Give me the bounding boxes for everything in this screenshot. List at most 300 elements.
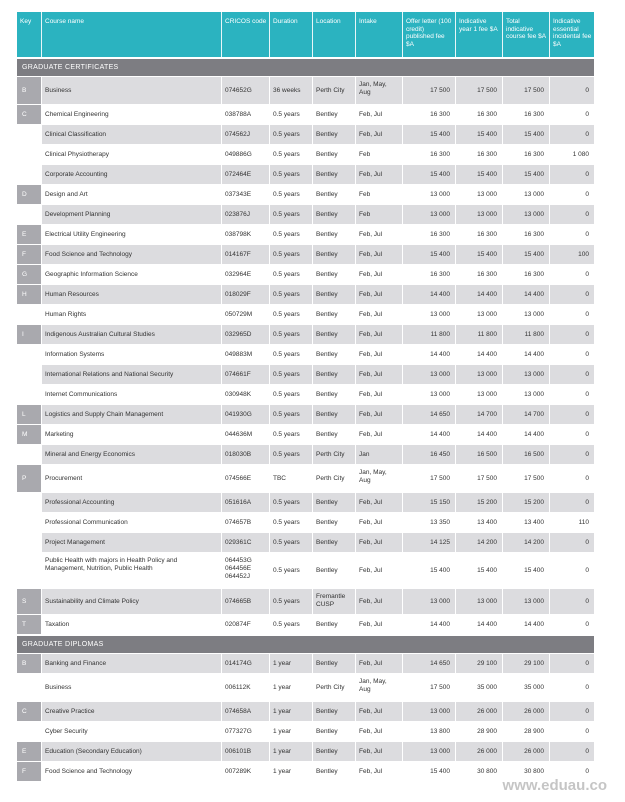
location-cell: Bentley xyxy=(312,615,355,634)
cricos-code-cell: 007289K xyxy=(221,762,269,781)
duration-cell: 0.5 years xyxy=(269,245,312,264)
table-row xyxy=(17,384,594,404)
key-cell xyxy=(17,145,41,164)
duration-cell: 1 year xyxy=(269,702,312,721)
year1-fee-cell: 16 500 xyxy=(455,445,502,464)
cricos-code-cell: 049886G xyxy=(221,145,269,164)
offer-fee-cell: 13 000 xyxy=(402,702,455,721)
cricos-code-cell: 029361C xyxy=(221,533,269,552)
incidental-fee-cell: 0 xyxy=(549,345,594,364)
intake-cell: Feb, Jul xyxy=(355,345,402,364)
key-cell: G xyxy=(17,265,41,284)
course-name-cell: Banking and Finance xyxy=(41,654,221,673)
intake-cell: Feb, Jul xyxy=(355,742,402,761)
cricos-code-cell: 030948K xyxy=(221,385,269,404)
offer-fee-cell: 13 000 xyxy=(402,589,455,614)
duration-cell: TBC xyxy=(269,465,312,492)
year1-fee-cell: 14 200 xyxy=(455,533,502,552)
incidental-fee-cell: 0 xyxy=(549,405,594,424)
year1-fee-cell: 16 300 xyxy=(455,265,502,284)
key-cell xyxy=(17,445,41,464)
intake-cell: Feb, Jul xyxy=(355,405,402,424)
duration-cell: 1 year xyxy=(269,654,312,673)
key-cell xyxy=(17,493,41,512)
location-cell: Bentley xyxy=(312,762,355,781)
offer-fee-cell: 15 400 xyxy=(402,165,455,184)
key-cell xyxy=(17,553,41,588)
intake-cell: Feb, Jul xyxy=(355,225,402,244)
offer-fee-cell: 13 000 xyxy=(402,365,455,384)
offer-fee-cell: 13 000 xyxy=(402,385,455,404)
section-heading: GRADUATE DIPLOMAS xyxy=(17,636,594,653)
key-cell xyxy=(17,513,41,532)
key-cell: T xyxy=(17,615,41,634)
incidental-fee-cell: 0 xyxy=(549,365,594,384)
total-fee-cell: 13 000 xyxy=(502,205,549,224)
cricos-code-cell: 074562J xyxy=(221,125,269,144)
location-cell: Bentley xyxy=(312,165,355,184)
cricos-code-cell: 074665B xyxy=(221,589,269,614)
total-fee-cell: 16 300 xyxy=(502,225,549,244)
incidental-fee-cell: 0 xyxy=(549,654,594,673)
cricos-code-cell: 038788A xyxy=(221,105,269,124)
total-fee-cell: 16 300 xyxy=(502,105,549,124)
year1-fee-cell: 15 400 xyxy=(455,245,502,264)
year1-fee-cell: 13 000 xyxy=(455,185,502,204)
table-row xyxy=(17,721,594,741)
location-cell: Bentley xyxy=(312,265,355,284)
offer-fee-cell: 14 125 xyxy=(402,533,455,552)
cricos-code-cell: 074658A xyxy=(221,702,269,721)
year1-fee-cell: 13 000 xyxy=(455,365,502,384)
intake-cell: Feb, Jul xyxy=(355,245,402,264)
key-cell: S xyxy=(17,589,41,614)
duration-cell: 0.5 years xyxy=(269,553,312,588)
table-row xyxy=(17,404,594,424)
offer-fee-cell: 13 000 xyxy=(402,185,455,204)
key-cell: F xyxy=(17,245,41,264)
cricos-code-cell: 032964E xyxy=(221,265,269,284)
year1-fee-cell: 29 100 xyxy=(455,654,502,673)
year1-fee-cell: 28 900 xyxy=(455,722,502,741)
location-cell: Bentley xyxy=(312,345,355,364)
course-name-cell: Taxation xyxy=(41,615,221,634)
location-cell: Bentley xyxy=(312,285,355,304)
location-cell: Perth City xyxy=(312,674,355,701)
year1-fee-cell: 16 300 xyxy=(455,105,502,124)
table-row xyxy=(17,76,594,104)
cricos-code-cell: 014174G xyxy=(221,654,269,673)
table-row xyxy=(17,164,594,184)
incidental-fee-cell: 0 xyxy=(549,553,594,588)
year1-fee-cell: 17 500 xyxy=(455,77,502,104)
location-cell: Bentley xyxy=(312,225,355,244)
intake-cell: Feb, Jul xyxy=(355,385,402,404)
incidental-fee-cell: 100 xyxy=(549,245,594,264)
total-fee-cell: 16 500 xyxy=(502,445,549,464)
key-cell: C xyxy=(17,105,41,124)
cricos-code-cell: 006101B xyxy=(221,742,269,761)
intake-cell: Feb, Jul xyxy=(355,493,402,512)
incidental-fee-cell: 0 xyxy=(549,465,594,492)
intake-cell: Feb, Jul xyxy=(355,125,402,144)
course-name-cell: Project Management xyxy=(41,533,221,552)
course-name-cell: Geographic Information Science xyxy=(41,265,221,284)
total-fee-cell: 13 000 xyxy=(502,589,549,614)
duration-cell: 1 year xyxy=(269,742,312,761)
location-cell: Bentley xyxy=(312,145,355,164)
incidental-fee-cell: 0 xyxy=(549,165,594,184)
total-fee-cell: 26 000 xyxy=(502,742,549,761)
table-row xyxy=(17,492,594,512)
intake-cell: Feb, Jul xyxy=(355,762,402,781)
course-name-cell: Human Rights xyxy=(41,305,221,324)
location-cell: Bentley xyxy=(312,425,355,444)
cricos-code-cell: 074652G xyxy=(221,77,269,104)
offer-fee-cell: 14 400 xyxy=(402,425,455,444)
header-cell: Total indicative course fee $A xyxy=(502,12,549,57)
key-cell xyxy=(17,205,41,224)
location-cell: Bentley xyxy=(312,702,355,721)
intake-cell: Feb xyxy=(355,205,402,224)
total-fee-cell: 15 400 xyxy=(502,125,549,144)
course-name-cell: Design and Art xyxy=(41,185,221,204)
duration-cell: 0.5 years xyxy=(269,205,312,224)
duration-cell: 0.5 years xyxy=(269,385,312,404)
cricos-code-cell: 074657B xyxy=(221,513,269,532)
location-cell: Bentley xyxy=(312,405,355,424)
incidental-fee-cell: 0 xyxy=(549,205,594,224)
intake-cell: Feb, Jul xyxy=(355,365,402,384)
duration-cell: 1 year xyxy=(269,722,312,741)
incidental-fee-cell: 0 xyxy=(549,225,594,244)
location-cell: Bentley xyxy=(312,722,355,741)
year1-fee-cell: 14 400 xyxy=(455,345,502,364)
duration-cell: 0.5 years xyxy=(269,445,312,464)
location-cell: Perth City xyxy=(312,445,355,464)
location-cell: Fremantle CUSP xyxy=(312,589,355,614)
offer-fee-cell: 16 450 xyxy=(402,445,455,464)
key-cell: C xyxy=(17,702,41,721)
header-cell: Offer letter (100 credit) published fee $A xyxy=(402,12,455,57)
table-row xyxy=(17,344,594,364)
key-cell: L xyxy=(17,405,41,424)
total-fee-cell: 28 900 xyxy=(502,722,549,741)
intake-cell: Feb xyxy=(355,145,402,164)
location-cell: Bentley xyxy=(312,742,355,761)
location-cell: Bentley xyxy=(312,185,355,204)
cricos-code-cell: 049883M xyxy=(221,345,269,364)
course-name-cell: Public Health with majors in Health Policy and Management, Nutrition, Public Health xyxy=(41,553,221,588)
year1-fee-cell: 16 300 xyxy=(455,225,502,244)
intake-cell: Feb, Jul xyxy=(355,513,402,532)
intake-cell: Feb, Jul xyxy=(355,305,402,324)
intake-cell: Feb, Jul xyxy=(355,105,402,124)
total-fee-cell: 14 400 xyxy=(502,285,549,304)
total-fee-cell: 13 400 xyxy=(502,513,549,532)
offer-fee-cell: 13 000 xyxy=(402,305,455,324)
location-cell: Bentley xyxy=(312,325,355,344)
offer-fee-cell: 13 800 xyxy=(402,722,455,741)
table-row xyxy=(17,244,594,264)
cricos-code-cell: 064453G 064456E 064452J xyxy=(221,553,269,588)
course-name-cell: Sustainability and Climate Policy xyxy=(41,589,221,614)
table-row xyxy=(17,588,594,614)
intake-cell: Jan, May, Aug xyxy=(355,77,402,104)
intake-cell: Feb, Jul xyxy=(355,654,402,673)
duration-cell: 0.5 years xyxy=(269,165,312,184)
duration-cell: 0.5 years xyxy=(269,285,312,304)
course-name-cell: Marketing xyxy=(41,425,221,444)
table-row xyxy=(17,264,594,284)
table-row xyxy=(17,701,594,721)
location-cell: Bentley xyxy=(312,365,355,384)
cricos-code-cell: 050729M xyxy=(221,305,269,324)
course-name-cell: Internet Communications xyxy=(41,385,221,404)
table-row xyxy=(17,741,594,761)
duration-cell: 1 year xyxy=(269,674,312,701)
offer-fee-cell: 15 400 xyxy=(402,125,455,144)
duration-cell: 0.5 years xyxy=(269,615,312,634)
table-row xyxy=(17,364,594,384)
course-name-cell: Corporate Accounting xyxy=(41,165,221,184)
incidental-fee-cell: 0 xyxy=(549,265,594,284)
cricos-code-cell: 077327G xyxy=(221,722,269,741)
cricos-code-cell: 044636M xyxy=(221,425,269,444)
total-fee-cell: 16 300 xyxy=(502,265,549,284)
table-row xyxy=(17,224,594,244)
location-cell: Bentley xyxy=(312,553,355,588)
header-cell: Indicative year 1 fee $A xyxy=(455,12,502,57)
duration-cell: 0.5 years xyxy=(269,533,312,552)
incidental-fee-cell: 0 xyxy=(549,385,594,404)
intake-cell: Feb xyxy=(355,185,402,204)
total-fee-cell: 16 300 xyxy=(502,145,549,164)
table-row xyxy=(17,184,594,204)
year1-fee-cell: 30 800 xyxy=(455,762,502,781)
location-cell: Bentley xyxy=(312,513,355,532)
cricos-code-cell: 072464E xyxy=(221,165,269,184)
year1-fee-cell: 15 400 xyxy=(455,553,502,588)
offer-fee-cell: 16 300 xyxy=(402,225,455,244)
offer-fee-cell: 13 000 xyxy=(402,205,455,224)
table-row xyxy=(17,464,594,492)
duration-cell: 0.5 years xyxy=(269,425,312,444)
duration-cell: 0.5 years xyxy=(269,325,312,344)
year1-fee-cell: 13 000 xyxy=(455,385,502,404)
table-row xyxy=(17,673,594,701)
total-fee-cell: 30 800 xyxy=(502,762,549,781)
duration-cell: 1 year xyxy=(269,762,312,781)
cricos-code-cell: 074566E xyxy=(221,465,269,492)
table-row xyxy=(17,204,594,224)
offer-fee-cell: 13 000 xyxy=(402,742,455,761)
year1-fee-cell: 15 200 xyxy=(455,493,502,512)
offer-fee-cell: 13 350 xyxy=(402,513,455,532)
course-name-cell: Food Science and Technology xyxy=(41,245,221,264)
offer-fee-cell: 14 650 xyxy=(402,405,455,424)
incidental-fee-cell: 0 xyxy=(549,742,594,761)
offer-fee-cell: 15 400 xyxy=(402,762,455,781)
duration-cell: 0.5 years xyxy=(269,125,312,144)
key-cell: E xyxy=(17,742,41,761)
location-cell: Perth City xyxy=(312,77,355,104)
incidental-fee-cell: 0 xyxy=(549,77,594,104)
course-name-cell: Logistics and Supply Chain Management xyxy=(41,405,221,424)
intake-cell: Feb, Jul xyxy=(355,615,402,634)
course-name-cell: Clinical Classification xyxy=(41,125,221,144)
total-fee-cell: 26 000 xyxy=(502,702,549,721)
offer-fee-cell: 15 400 xyxy=(402,245,455,264)
total-fee-cell: 13 000 xyxy=(502,185,549,204)
incidental-fee-cell: 0 xyxy=(549,702,594,721)
course-name-cell: Information Systems xyxy=(41,345,221,364)
duration-cell: 0.5 years xyxy=(269,105,312,124)
year1-fee-cell: 15 400 xyxy=(455,165,502,184)
cricos-code-cell: 018029F xyxy=(221,285,269,304)
key-cell xyxy=(17,722,41,741)
duration-cell: 0.5 years xyxy=(269,365,312,384)
table-row xyxy=(17,284,594,304)
cricos-code-cell: 023876J xyxy=(221,205,269,224)
cricos-code-cell: 006112K xyxy=(221,674,269,701)
header-cell: Intake xyxy=(355,12,402,57)
cricos-code-cell: 018030B xyxy=(221,445,269,464)
total-fee-cell: 17 500 xyxy=(502,465,549,492)
cricos-code-cell: 037343E xyxy=(221,185,269,204)
location-cell: Bentley xyxy=(312,654,355,673)
duration-cell: 0.5 years xyxy=(269,225,312,244)
intake-cell: Feb, Jul xyxy=(355,533,402,552)
table-row xyxy=(17,653,594,673)
key-cell xyxy=(17,345,41,364)
year1-fee-cell: 14 700 xyxy=(455,405,502,424)
total-fee-cell: 13 000 xyxy=(502,305,549,324)
intake-cell: Feb, Jul xyxy=(355,265,402,284)
incidental-fee-cell: 1 080 xyxy=(549,145,594,164)
table-row xyxy=(17,614,594,634)
year1-fee-cell: 26 000 xyxy=(455,742,502,761)
total-fee-cell: 35 000 xyxy=(502,674,549,701)
table-header xyxy=(17,12,594,57)
table-row xyxy=(17,424,594,444)
duration-cell: 0.5 years xyxy=(269,345,312,364)
year1-fee-cell: 13 000 xyxy=(455,589,502,614)
course-name-cell: Education (Secondary Education) xyxy=(41,742,221,761)
duration-cell: 0.5 years xyxy=(269,185,312,204)
total-fee-cell: 14 400 xyxy=(502,425,549,444)
year1-fee-cell: 26 000 xyxy=(455,702,502,721)
key-cell xyxy=(17,385,41,404)
key-cell: F xyxy=(17,762,41,781)
duration-cell: 0.5 years xyxy=(269,405,312,424)
header-cell: Location xyxy=(312,12,355,57)
duration-cell: 0.5 years xyxy=(269,305,312,324)
incidental-fee-cell: 0 xyxy=(549,589,594,614)
incidental-fee-cell: 0 xyxy=(549,533,594,552)
cricos-code-cell: 041930G xyxy=(221,405,269,424)
total-fee-cell: 11 800 xyxy=(502,325,549,344)
incidental-fee-cell: 0 xyxy=(549,305,594,324)
total-fee-cell: 15 200 xyxy=(502,493,549,512)
intake-cell: Feb, Jul xyxy=(355,425,402,444)
year1-fee-cell: 13 400 xyxy=(455,513,502,532)
incidental-fee-cell: 0 xyxy=(549,125,594,144)
course-name-cell: Professional Accounting xyxy=(41,493,221,512)
course-name-cell: Electrical Utility Engineering xyxy=(41,225,221,244)
key-cell: M xyxy=(17,425,41,444)
key-cell xyxy=(17,125,41,144)
key-cell: H xyxy=(17,285,41,304)
incidental-fee-cell: 0 xyxy=(549,762,594,781)
intake-cell: Feb, Jul xyxy=(355,165,402,184)
header-cell: Course name xyxy=(41,12,221,57)
course-name-cell: Chemical Engineering xyxy=(41,105,221,124)
incidental-fee-cell: 0 xyxy=(549,493,594,512)
course-name-cell: Business xyxy=(41,674,221,701)
incidental-fee-cell: 0 xyxy=(549,722,594,741)
incidental-fee-cell: 110 xyxy=(549,513,594,532)
incidental-fee-cell: 0 xyxy=(549,105,594,124)
intake-cell: Jan xyxy=(355,445,402,464)
year1-fee-cell: 13 000 xyxy=(455,205,502,224)
duration-cell: 0.5 years xyxy=(269,589,312,614)
key-cell: B xyxy=(17,77,41,104)
offer-fee-cell: 17 500 xyxy=(402,674,455,701)
table-row xyxy=(17,444,594,464)
location-cell: Bentley xyxy=(312,205,355,224)
table-row xyxy=(17,124,594,144)
offer-fee-cell: 17 500 xyxy=(402,77,455,104)
course-name-cell: Cyber Security xyxy=(41,722,221,741)
offer-fee-cell: 16 300 xyxy=(402,105,455,124)
header-cell: Duration xyxy=(269,12,312,57)
table-row xyxy=(17,144,594,164)
offer-fee-cell: 14 650 xyxy=(402,654,455,673)
year1-fee-cell: 17 500 xyxy=(455,465,502,492)
incidental-fee-cell: 0 xyxy=(549,615,594,634)
intake-cell: Feb, Jul xyxy=(355,285,402,304)
cricos-code-cell: 020874F xyxy=(221,615,269,634)
offer-fee-cell: 14 400 xyxy=(402,285,455,304)
cricos-code-cell: 032965D xyxy=(221,325,269,344)
total-fee-cell: 14 400 xyxy=(502,615,549,634)
intake-cell: Feb, Jul xyxy=(355,553,402,588)
offer-fee-cell: 15 150 xyxy=(402,493,455,512)
location-cell: Bentley xyxy=(312,125,355,144)
course-name-cell: International Relations and National Security xyxy=(41,365,221,384)
offer-fee-cell: 11 800 xyxy=(402,325,455,344)
location-cell: Bentley xyxy=(312,533,355,552)
key-cell xyxy=(17,674,41,701)
offer-fee-cell: 14 400 xyxy=(402,345,455,364)
incidental-fee-cell: 0 xyxy=(549,325,594,344)
total-fee-cell: 17 500 xyxy=(502,77,549,104)
cricos-code-cell: 051616A xyxy=(221,493,269,512)
intake-cell: Jan, May, Aug xyxy=(355,674,402,701)
location-cell: Bentley xyxy=(312,385,355,404)
course-name-cell: Creative Practice xyxy=(41,702,221,721)
duration-cell: 0.5 years xyxy=(269,493,312,512)
intake-cell: Feb, Jul xyxy=(355,589,402,614)
total-fee-cell: 15 400 xyxy=(502,245,549,264)
section-heading: GRADUATE CERTIFICATES xyxy=(17,59,594,76)
key-cell: E xyxy=(17,225,41,244)
total-fee-cell: 14 400 xyxy=(502,345,549,364)
table-row xyxy=(17,304,594,324)
key-cell: P xyxy=(17,465,41,492)
key-cell xyxy=(17,165,41,184)
